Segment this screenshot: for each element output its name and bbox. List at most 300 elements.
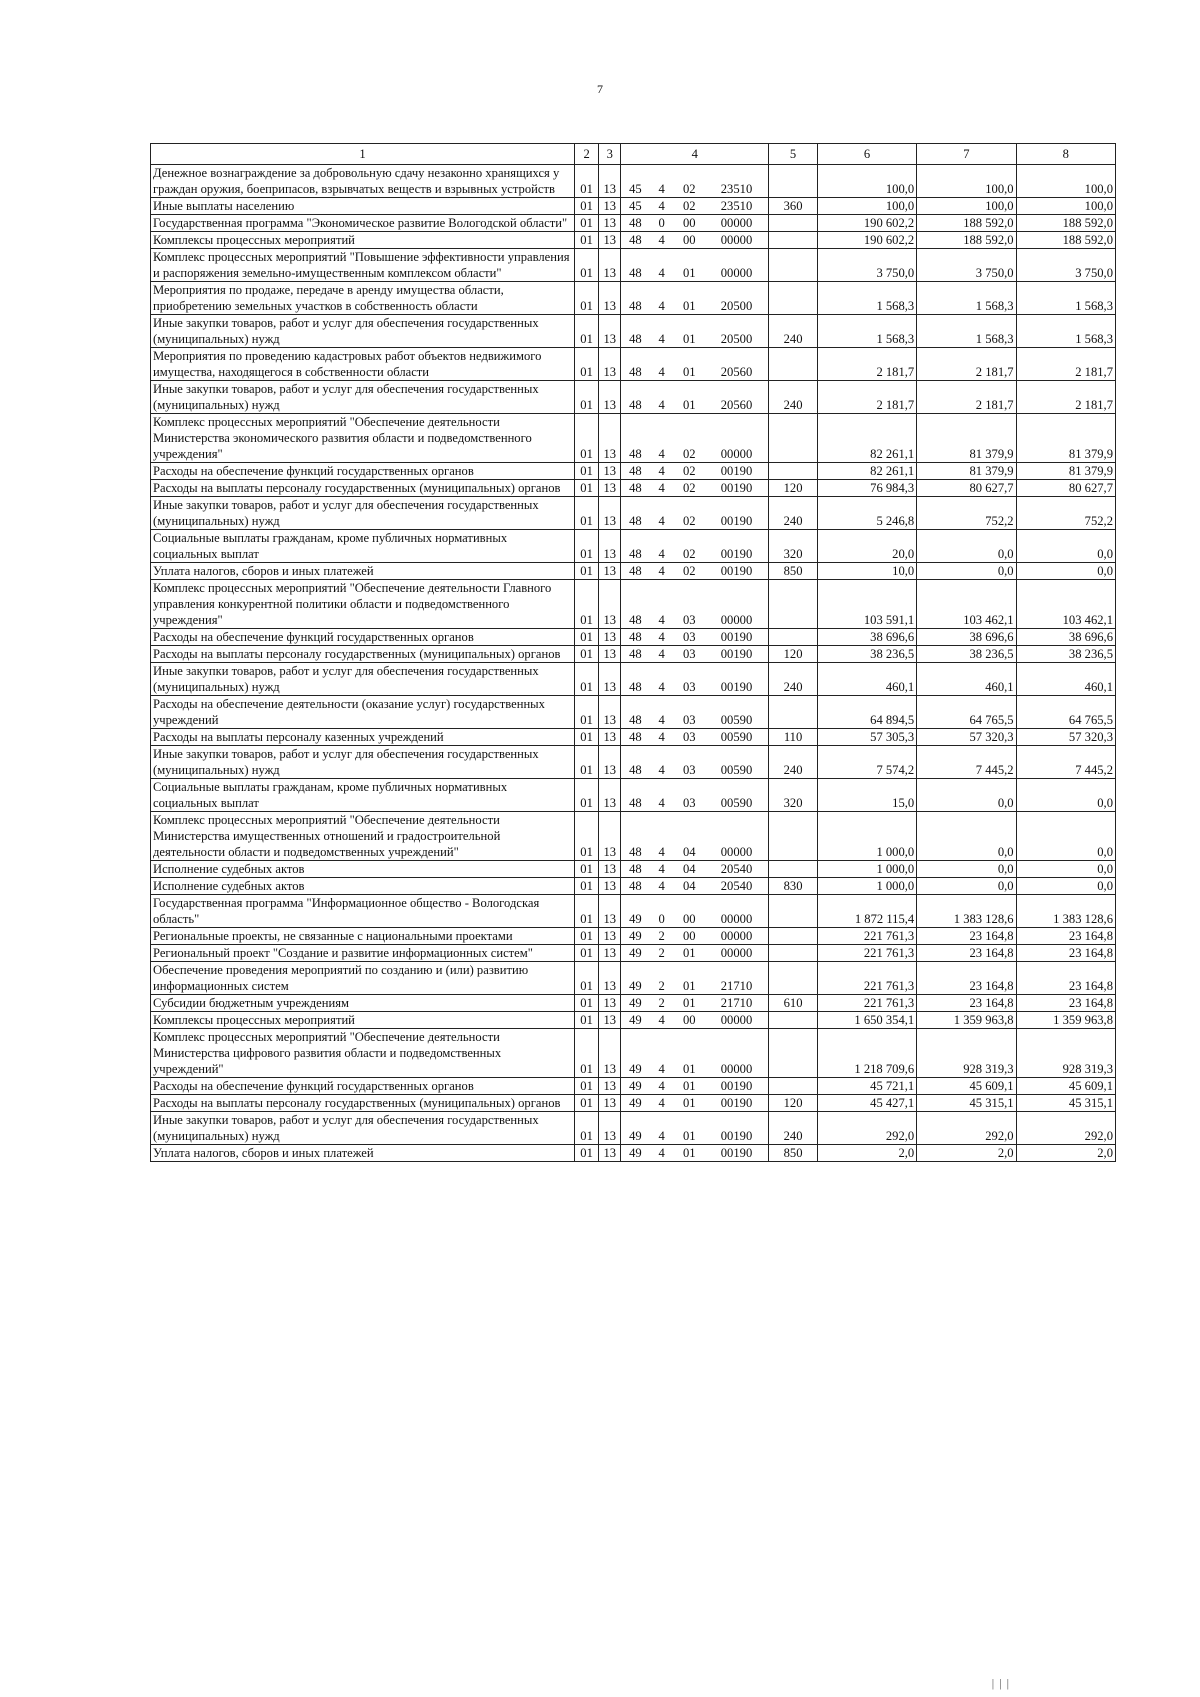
code-element-cell: 01 [674,995,705,1012]
expense-type-cell: 110 [769,729,818,746]
amount-col8-cell: 23 164,8 [1016,945,1115,962]
row-name-cell: Исполнение судебных актов [151,861,575,878]
code-program-cell: 49 [621,995,650,1012]
code-subsection-cell: 13 [599,729,621,746]
code-element-cell: 02 [674,463,705,480]
table-row [151,696,1116,729]
amount-col7-cell: 23 164,8 [917,928,1016,945]
amount-col8-cell: 100,0 [1016,198,1115,215]
code-direction-cell: 00000 [705,580,769,629]
table-row [151,282,1116,315]
code-type-cell: 4 [650,315,674,348]
row-name-cell: Иные выплаты населению [151,198,575,215]
code-direction-cell: 00000 [705,414,769,463]
code-direction-cell: 00190 [705,629,769,646]
code-section-cell: 01 [574,646,598,663]
amount-col6-cell: 82 261,1 [817,414,916,463]
code-type-cell: 4 [650,1012,674,1029]
code-direction-cell: 20560 [705,381,769,414]
code-section-cell: 01 [574,1095,598,1112]
code-direction-cell: 20560 [705,348,769,381]
table-row [151,480,1116,497]
code-element-cell: 03 [674,696,705,729]
code-element-cell: 01 [674,1078,705,1095]
code-element-cell: 01 [674,1145,705,1162]
amount-col7-cell: 3 750,0 [917,249,1016,282]
code-element-cell: 03 [674,779,705,812]
expense-type-cell [769,463,818,480]
code-direction-cell: 00000 [705,215,769,232]
code-section-cell: 01 [574,928,598,945]
code-program-cell: 48 [621,563,650,580]
amount-col8-cell: 188 592,0 [1016,232,1115,249]
amount-col7-cell: 0,0 [917,861,1016,878]
amount-col7-cell: 64 765,5 [917,696,1016,729]
code-subsection-cell: 13 [599,962,621,995]
amount-col8-cell: 45 315,1 [1016,1095,1115,1112]
code-element-cell: 01 [674,282,705,315]
code-direction-cell: 00000 [705,1029,769,1078]
amount-col6-cell: 5 246,8 [817,497,916,530]
table-row [151,629,1116,646]
expense-type-cell [769,1012,818,1029]
code-program-cell: 48 [621,315,650,348]
code-element-cell: 03 [674,629,705,646]
row-name-cell: Исполнение судебных актов [151,878,575,895]
code-subsection-cell: 13 [599,580,621,629]
amount-col8-cell: 292,0 [1016,1112,1115,1145]
amount-col8-cell: 3 750,0 [1016,249,1115,282]
code-subsection-cell: 13 [599,215,621,232]
code-subsection-cell: 13 [599,232,621,249]
code-type-cell: 4 [650,348,674,381]
code-direction-cell: 00190 [705,480,769,497]
table-row [151,646,1116,663]
row-name-cell: Уплата налогов, сборов и иных платежей [151,563,575,580]
code-subsection-cell: 13 [599,282,621,315]
header-cell-3: 3 [599,144,621,165]
table-row [151,215,1116,232]
amount-col8-cell: 752,2 [1016,497,1115,530]
amount-col6-cell: 20,0 [817,530,916,563]
header-cell-7: 7 [917,144,1016,165]
code-direction-cell: 00000 [705,812,769,861]
code-element-cell: 01 [674,315,705,348]
expense-type-cell [769,945,818,962]
table-row [151,232,1116,249]
code-program-cell: 48 [621,249,650,282]
code-program-cell: 49 [621,1112,650,1145]
code-element-cell: 03 [674,580,705,629]
code-program-cell: 49 [621,1145,650,1162]
amount-col7-cell: 45 315,1 [917,1095,1016,1112]
code-element-cell: 02 [674,497,705,530]
code-section-cell: 01 [574,232,598,249]
amount-col7-cell: 2,0 [917,1145,1016,1162]
row-name-cell: Денежное вознаграждение за добровольную сдачу незаконно хранящихся у граждан оружия, боеприпасов, взрывчатых веществ и взрывных устройств [151,165,575,198]
code-program-cell: 49 [621,1012,650,1029]
amount-col6-cell: 1 218 709,6 [817,1029,916,1078]
code-type-cell: 2 [650,928,674,945]
code-subsection-cell: 13 [599,198,621,215]
expense-type-cell: 120 [769,646,818,663]
code-section-cell: 01 [574,249,598,282]
row-name-cell: Уплата налогов, сборов и иных платежей [151,1145,575,1162]
code-direction-cell: 20500 [705,315,769,348]
code-subsection-cell: 13 [599,861,621,878]
code-subsection-cell: 13 [599,414,621,463]
row-name-cell: Расходы на обеспечение функций государственных органов [151,1078,575,1095]
expense-type-cell: 850 [769,563,818,580]
code-element-cell: 03 [674,746,705,779]
code-type-cell: 2 [650,945,674,962]
code-element-cell: 02 [674,480,705,497]
code-program-cell: 49 [621,928,650,945]
header-cell-2: 2 [574,144,598,165]
expense-type-cell: 120 [769,1095,818,1112]
code-direction-cell: 00190 [705,563,769,580]
amount-col8-cell: 7 445,2 [1016,746,1115,779]
table-row [151,995,1116,1012]
code-type-cell: 4 [650,663,674,696]
code-section-cell: 01 [574,1012,598,1029]
amount-col7-cell: 928 319,3 [917,1029,1016,1078]
code-type-cell: 4 [650,463,674,480]
code-direction-cell: 00590 [705,779,769,812]
amount-col7-cell: 45 609,1 [917,1078,1016,1095]
table-row [151,315,1116,348]
expense-type-cell: 120 [769,480,818,497]
row-name-cell: Расходы на выплаты персоналу государственных (муниципальных) органов [151,480,575,497]
code-program-cell: 48 [621,497,650,530]
row-name-cell: Региональный проект "Создание и развитие информационных систем" [151,945,575,962]
amount-col8-cell: 0,0 [1016,812,1115,861]
expense-type-cell [769,629,818,646]
amount-col8-cell: 45 609,1 [1016,1078,1115,1095]
code-program-cell: 48 [621,463,650,480]
code-direction-cell: 00000 [705,232,769,249]
header-cell-8: 8 [1016,144,1115,165]
expense-type-cell [769,1029,818,1078]
table-row [151,563,1116,580]
amount-col8-cell: 1 359 963,8 [1016,1012,1115,1029]
code-subsection-cell: 13 [599,1145,621,1162]
code-type-cell: 4 [650,729,674,746]
row-name-cell: Комплекс процессных мероприятий "Обеспечение деятельности Главного управления конкурентной политики области и подведомственного учреждения" [151,580,575,629]
expense-type-cell [769,812,818,861]
code-type-cell: 4 [650,198,674,215]
amount-col7-cell: 80 627,7 [917,480,1016,497]
code-type-cell: 4 [650,480,674,497]
code-element-cell: 00 [674,232,705,249]
code-section-cell: 01 [574,580,598,629]
code-subsection-cell: 13 [599,928,621,945]
amount-col8-cell: 23 164,8 [1016,962,1115,995]
code-section-cell: 01 [574,463,598,480]
amount-col8-cell: 2 181,7 [1016,348,1115,381]
table-row [151,1145,1116,1162]
amount-col8-cell: 23 164,8 [1016,928,1115,945]
code-program-cell: 49 [621,1029,650,1078]
code-element-cell: 04 [674,812,705,861]
row-name-cell: Комплексы процессных мероприятий [151,232,575,249]
code-type-cell: 4 [650,282,674,315]
table-row [151,962,1116,995]
code-subsection-cell: 13 [599,696,621,729]
code-element-cell: 01 [674,249,705,282]
code-section-cell: 01 [574,315,598,348]
amount-col6-cell: 1 650 354,1 [817,1012,916,1029]
code-section-cell: 01 [574,895,598,928]
code-type-cell: 4 [650,165,674,198]
amount-col8-cell: 57 320,3 [1016,729,1115,746]
amount-col8-cell: 80 627,7 [1016,480,1115,497]
table-row [151,165,1116,198]
expense-type-cell: 850 [769,1145,818,1162]
header-cell-1: 1 [151,144,575,165]
amount-col8-cell: 81 379,9 [1016,414,1115,463]
amount-col6-cell: 103 591,1 [817,580,916,629]
code-program-cell: 48 [621,348,650,381]
table-row [151,1112,1116,1145]
code-section-cell: 01 [574,480,598,497]
expense-type-cell: 360 [769,198,818,215]
code-section-cell: 01 [574,861,598,878]
row-name-cell: Социальные выплаты гражданам, кроме публичных нормативных социальных выплат [151,779,575,812]
code-subsection-cell: 13 [599,1012,621,1029]
code-section-cell: 01 [574,878,598,895]
code-type-cell: 4 [650,497,674,530]
code-program-cell: 48 [621,629,650,646]
code-direction-cell: 20540 [705,878,769,895]
code-direction-cell: 00190 [705,497,769,530]
code-program-cell: 45 [621,198,650,215]
code-element-cell: 01 [674,1095,705,1112]
amount-col8-cell: 38 696,6 [1016,629,1115,646]
header-row [151,144,1116,165]
amount-col6-cell: 1 568,3 [817,282,916,315]
amount-col6-cell: 1 568,3 [817,315,916,348]
code-direction-cell: 20540 [705,861,769,878]
code-subsection-cell: 13 [599,945,621,962]
code-direction-cell: 00190 [705,1112,769,1145]
code-program-cell: 45 [621,165,650,198]
code-subsection-cell: 13 [599,1095,621,1112]
row-name-cell: Мероприятия по продаже, передаче в аренду имущества области, приобретению земельных участков в собственность области [151,282,575,315]
code-type-cell: 4 [650,249,674,282]
table-row [151,1095,1116,1112]
table-row [151,663,1116,696]
amount-col8-cell: 188 592,0 [1016,215,1115,232]
row-name-cell: Государственная программа "Информационное общество - Вологодская область" [151,895,575,928]
amount-col7-cell: 188 592,0 [917,232,1016,249]
code-program-cell: 48 [621,729,650,746]
amount-col7-cell: 23 164,8 [917,995,1016,1012]
code-element-cell: 02 [674,530,705,563]
expense-type-cell: 320 [769,779,818,812]
table-row [151,348,1116,381]
amount-col7-cell: 1 568,3 [917,282,1016,315]
code-element-cell: 03 [674,663,705,696]
amount-col7-cell: 1 568,3 [917,315,1016,348]
code-program-cell: 49 [621,895,650,928]
table-row [151,497,1116,530]
code-type-cell: 4 [650,861,674,878]
row-name-cell: Иные закупки товаров, работ и услуг для обеспечения государственных (муниципальных) нужд [151,315,575,348]
amount-col6-cell: 45 427,1 [817,1095,916,1112]
amount-col7-cell: 2 181,7 [917,348,1016,381]
code-program-cell: 48 [621,663,650,696]
code-section-cell: 01 [574,563,598,580]
expense-type-cell [769,861,818,878]
amount-col6-cell: 2,0 [817,1145,916,1162]
scan-mark: | | | [991,1676,1010,1690]
code-subsection-cell: 13 [599,1078,621,1095]
code-section-cell: 01 [574,348,598,381]
code-program-cell: 48 [621,746,650,779]
page-number: 7 [597,82,603,96]
amount-col8-cell: 23 164,8 [1016,995,1115,1012]
code-element-cell: 02 [674,165,705,198]
table-row [151,928,1116,945]
code-element-cell: 01 [674,1112,705,1145]
amount-col8-cell: 0,0 [1016,779,1115,812]
amount-col7-cell: 81 379,9 [917,463,1016,480]
expense-type-cell [769,895,818,928]
row-name-cell: Государственная программа "Экономическое развитие Вологодской области" [151,215,575,232]
code-subsection-cell: 13 [599,629,621,646]
amount-col7-cell: 103 462,1 [917,580,1016,629]
row-name-cell: Расходы на обеспечение функций государственных органов [151,629,575,646]
code-subsection-cell: 13 [599,895,621,928]
amount-col8-cell: 1 383 128,6 [1016,895,1115,928]
row-name-cell: Комплекс процессных мероприятий "Обеспечение деятельности Министерства экономического развития области и подведомственного учреждения" [151,414,575,463]
amount-col7-cell: 81 379,9 [917,414,1016,463]
expense-type-cell: 240 [769,381,818,414]
code-subsection-cell: 13 [599,530,621,563]
amount-col6-cell: 82 261,1 [817,463,916,480]
amount-col6-cell: 15,0 [817,779,916,812]
amount-col8-cell: 64 765,5 [1016,696,1115,729]
code-subsection-cell: 13 [599,746,621,779]
code-subsection-cell: 13 [599,315,621,348]
table-row [151,895,1116,928]
code-type-cell: 4 [650,414,674,463]
code-type-cell: 4 [650,696,674,729]
table-row [151,729,1116,746]
row-name-cell: Субсидии бюджетным учреждениям [151,995,575,1012]
code-direction-cell: 21710 [705,962,769,995]
amount-col6-cell: 221 761,3 [817,928,916,945]
code-type-cell: 0 [650,895,674,928]
code-type-cell: 4 [650,580,674,629]
code-program-cell: 48 [621,646,650,663]
amount-col7-cell: 23 164,8 [917,945,1016,962]
code-subsection-cell: 13 [599,249,621,282]
row-name-cell: Мероприятия по проведению кадастровых работ объектов недвижимого имущества, находящегося в собственности области [151,348,575,381]
amount-col6-cell: 1 872 115,4 [817,895,916,928]
row-name-cell: Региональные проекты, не связанные с национальными проектами [151,928,575,945]
code-subsection-cell: 13 [599,381,621,414]
code-section-cell: 01 [574,530,598,563]
expense-type-cell: 240 [769,497,818,530]
amount-col7-cell: 752,2 [917,497,1016,530]
expense-type-cell [769,696,818,729]
code-program-cell: 48 [621,215,650,232]
row-name-cell: Расходы на выплаты персоналу казенных учреждений [151,729,575,746]
code-direction-cell: 00190 [705,530,769,563]
amount-col6-cell: 38 696,6 [817,629,916,646]
expense-type-cell [769,962,818,995]
table-row [151,249,1116,282]
amount-col6-cell: 221 761,3 [817,945,916,962]
code-type-cell: 4 [650,1078,674,1095]
row-name-cell: Комплекс процессных мероприятий "Обеспечение деятельности Министерства имущественных отношений и градостроительной деятельности области и подведомственных учреждений" [151,812,575,861]
code-type-cell: 2 [650,995,674,1012]
code-type-cell: 4 [650,812,674,861]
table-row [151,381,1116,414]
code-direction-cell: 00190 [705,646,769,663]
table-body [151,144,1116,1162]
row-name-cell: Социальные выплаты гражданам, кроме публичных нормативных социальных выплат [151,530,575,563]
code-element-cell: 01 [674,962,705,995]
code-direction-cell: 20500 [705,282,769,315]
table-row [151,463,1116,480]
amount-col7-cell: 2 181,7 [917,381,1016,414]
amount-col6-cell: 1 000,0 [817,861,916,878]
code-direction-cell: 21710 [705,995,769,1012]
code-subsection-cell: 13 [599,663,621,696]
expense-type-cell [769,232,818,249]
amount-col6-cell: 1 000,0 [817,878,916,895]
code-section-cell: 01 [574,497,598,530]
table-row [151,1012,1116,1029]
row-name-cell: Иные закупки товаров, работ и услуг для обеспечения государственных (муниципальных) нужд [151,381,575,414]
code-section-cell: 01 [574,1078,598,1095]
amount-col8-cell: 81 379,9 [1016,463,1115,480]
code-subsection-cell: 13 [599,165,621,198]
code-type-cell: 4 [650,232,674,249]
table-row [151,414,1116,463]
code-subsection-cell: 13 [599,348,621,381]
table-row [151,198,1116,215]
expense-type-cell: 320 [769,530,818,563]
expense-type-cell [769,580,818,629]
code-program-cell: 48 [621,480,650,497]
code-type-cell: 4 [650,1112,674,1145]
amount-col7-cell: 57 320,3 [917,729,1016,746]
expense-type-cell: 610 [769,995,818,1012]
code-section-cell: 01 [574,945,598,962]
expense-type-cell [769,1078,818,1095]
code-type-cell: 4 [650,646,674,663]
code-type-cell: 4 [650,563,674,580]
expense-type-cell [769,928,818,945]
amount-col6-cell: 2 181,7 [817,348,916,381]
code-subsection-cell: 13 [599,779,621,812]
amount-col6-cell: 3 750,0 [817,249,916,282]
amount-col8-cell: 0,0 [1016,878,1115,895]
table-row [151,878,1116,895]
code-section-cell: 01 [574,729,598,746]
code-type-cell: 4 [650,1145,674,1162]
row-name-cell: Расходы на выплаты персоналу государственных (муниципальных) органов [151,646,575,663]
table-row [151,1029,1116,1078]
code-section-cell: 01 [574,282,598,315]
code-element-cell: 01 [674,348,705,381]
code-program-cell: 48 [621,414,650,463]
table-row [151,812,1116,861]
